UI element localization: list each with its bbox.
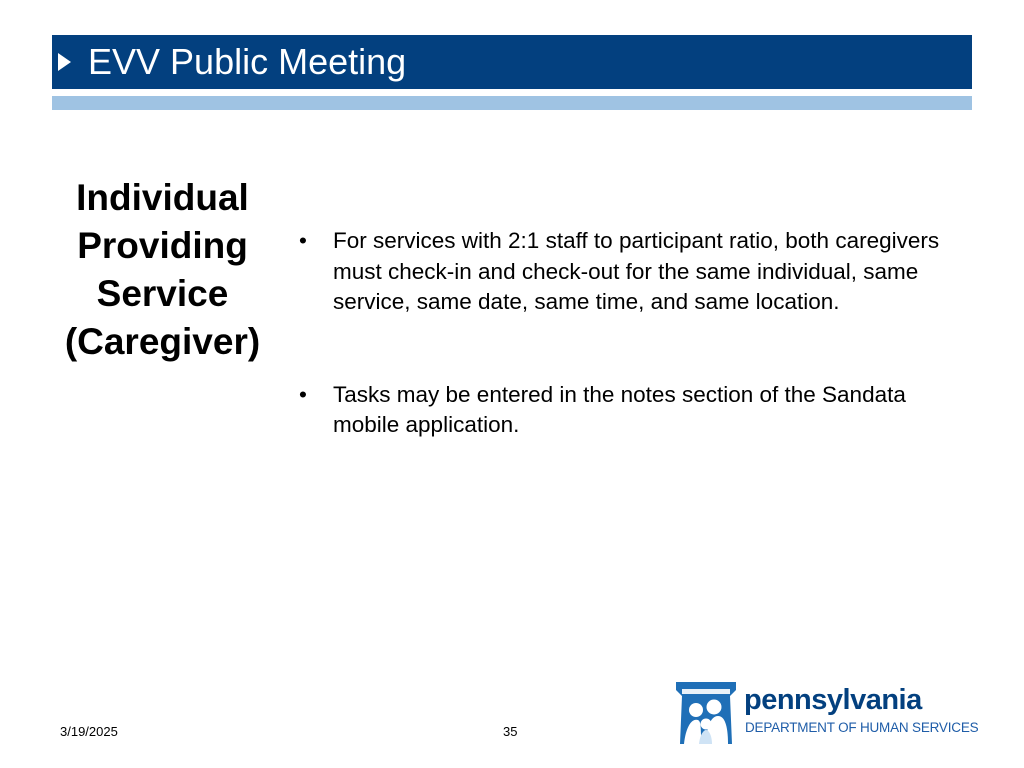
keystone-family-icon <box>674 680 738 746</box>
pa-dhs-logo <box>674 680 984 746</box>
bullet-item: • Tasks may be entered in the notes section of the Sandata mobile application. <box>290 380 960 441</box>
bullet-item: • For services with 2:1 staff to participant ratio, both caregivers must check-in and check-out for the same individual, same service, same date, same time, and same location. <box>290 226 960 318</box>
side-heading-line: Service <box>96 273 229 314</box>
title-arrow-icon <box>58 53 71 71</box>
logo-wordmark: pennsylvania <box>744 684 922 716</box>
logo-department: DEPARTMENT OF HUMAN SERVICES <box>745 720 979 735</box>
side-heading-line: (Caregiver) <box>64 321 261 362</box>
title-underline <box>52 96 972 110</box>
bullet-list <box>290 226 960 503</box>
page-number: 35 <box>503 724 518 739</box>
side-heading-line: Individual <box>76 177 249 218</box>
slide-title: EVV Public Meeting <box>88 41 407 82</box>
footer-date: 3/19/2025 <box>60 724 118 739</box>
side-heading-line: Providing <box>77 225 248 266</box>
side-heading <box>50 174 275 366</box>
title-bar <box>52 35 972 89</box>
